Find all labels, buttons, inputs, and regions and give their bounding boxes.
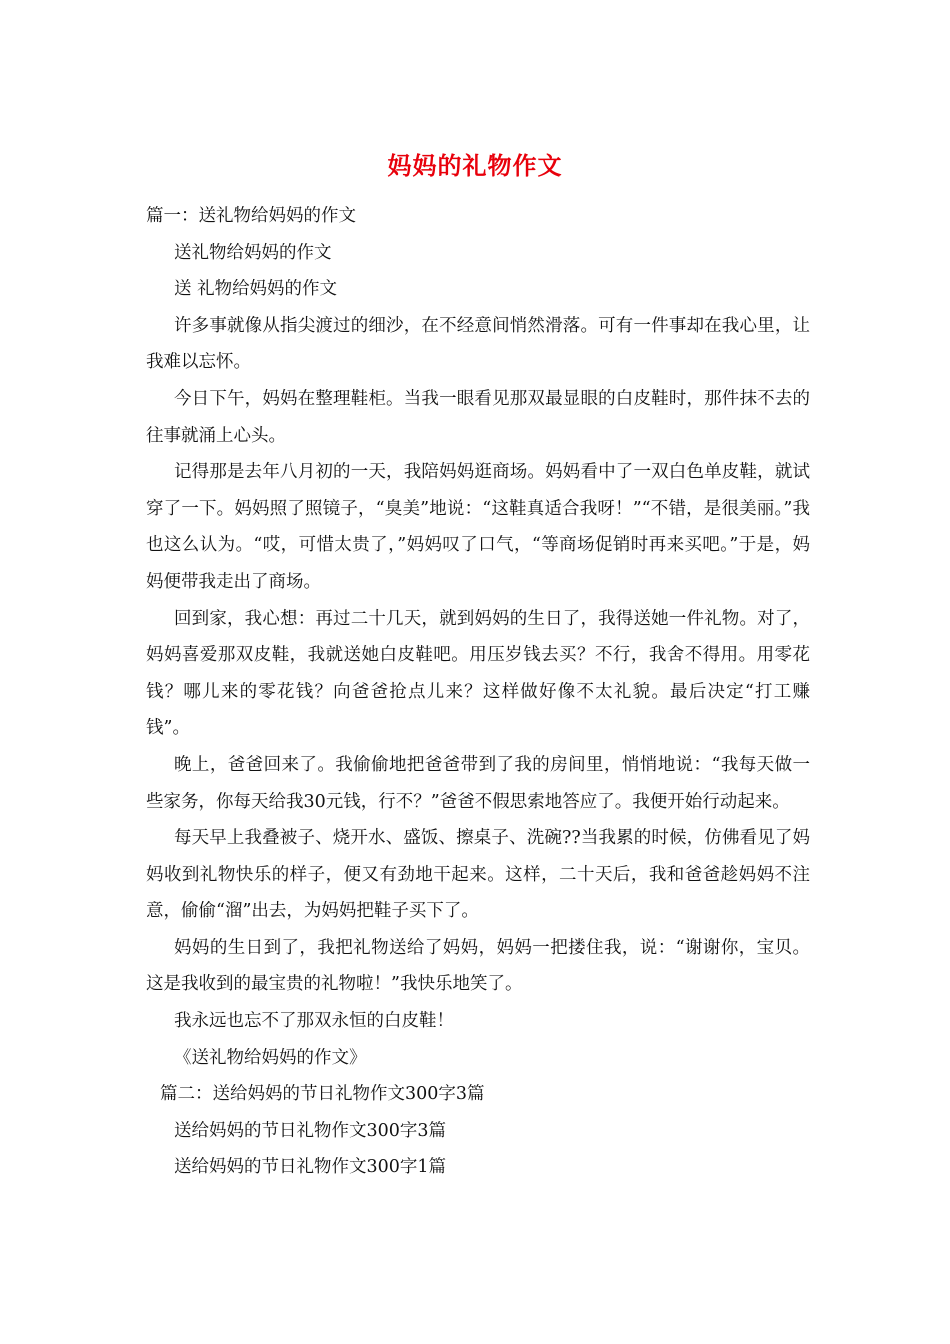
document-body: [146, 198, 810, 1186]
paragraph: 妈妈的生日到了，我把礼物送给了妈妈，妈妈一把搂住我，说：“谢谢你，宝贝。这是我收到的最宝贵的礼物啦！”我快乐地笑了。: [146, 937, 810, 995]
section-heading-2: 篇二：送给妈妈的节日礼物作文300字3篇: [160, 1084, 485, 1105]
paragraph: 回到家，我心想：再过二十几天，就到妈妈的生日了，我得送她一件礼物。对了，妈妈喜爱那双皮鞋，我就送她白皮鞋吧。用压岁钱去买？不行，我舍不得用。用零花钱？哪儿来的零花钱？向爸爸抢点儿来？这样做好像不太礼貌。最后决定“打工赚钱”。: [146, 608, 810, 739]
paragraph: 晚上，爸爸回来了。我偷偷地把爸爸带到了我的房间里，悄悄地说：“我每天做一些家务，你每天给我30元钱，行不？”爸爸不假思索地答应了。我便开始行动起来。: [146, 754, 810, 812]
subheading: 送礼物给妈妈的作文: [174, 242, 332, 263]
subheading: 送给妈妈的节日礼物作文300字1篇: [174, 1157, 447, 1178]
paragraph: 今日下午，妈妈在整理鞋柜。当我一眼看见那双最显眼的白皮鞋时，那件抹不去的往事就涌上心头。: [146, 388, 810, 446]
paragraph: 我永远也忘不了那双永恒的白皮鞋！: [174, 1011, 454, 1032]
paragraph: 许多事就像从指尖渡过的细沙，在不经意间悄然滑落。可有一件事却在我心里，让我难以忘怀。: [146, 315, 810, 373]
paragraph: 《送礼物给妈妈的作文》: [174, 1047, 367, 1068]
section-heading-1: 篇一：送礼物给妈妈的作文: [146, 206, 356, 226]
paragraph: 记得那是去年八月初的一天，我陪妈妈逛商场。妈妈看中了一双白色单皮鞋，就试穿了一下。妈妈照了照镜子，“臭美”地说：“这鞋真适合我呀！”“不错，是很美丽。”我也这么认为。“哎，可惜太贵了，”妈妈叹了口气，“等商场促销时再来买吧。”于是，妈妈便带我走出了商场。: [146, 462, 810, 592]
paragraph: 每天早上我叠被子、烧开水、盛饭、擦桌子、洗碗??当我累的时候，仿佛看见了妈妈收到礼物快乐的样子，便又有劲地干起来。这样，二十天后，我和爸爸趁妈妈不注意，偷偷“溜”出去，为妈妈把鞋子买下了。: [146, 828, 810, 922]
subheading: 送给妈妈的节日礼物作文300字3篇: [174, 1120, 447, 1141]
document-title: 妈妈的礼物作文: [387, 151, 563, 180]
subheading: 送 礼物给妈妈的作文: [174, 279, 338, 300]
